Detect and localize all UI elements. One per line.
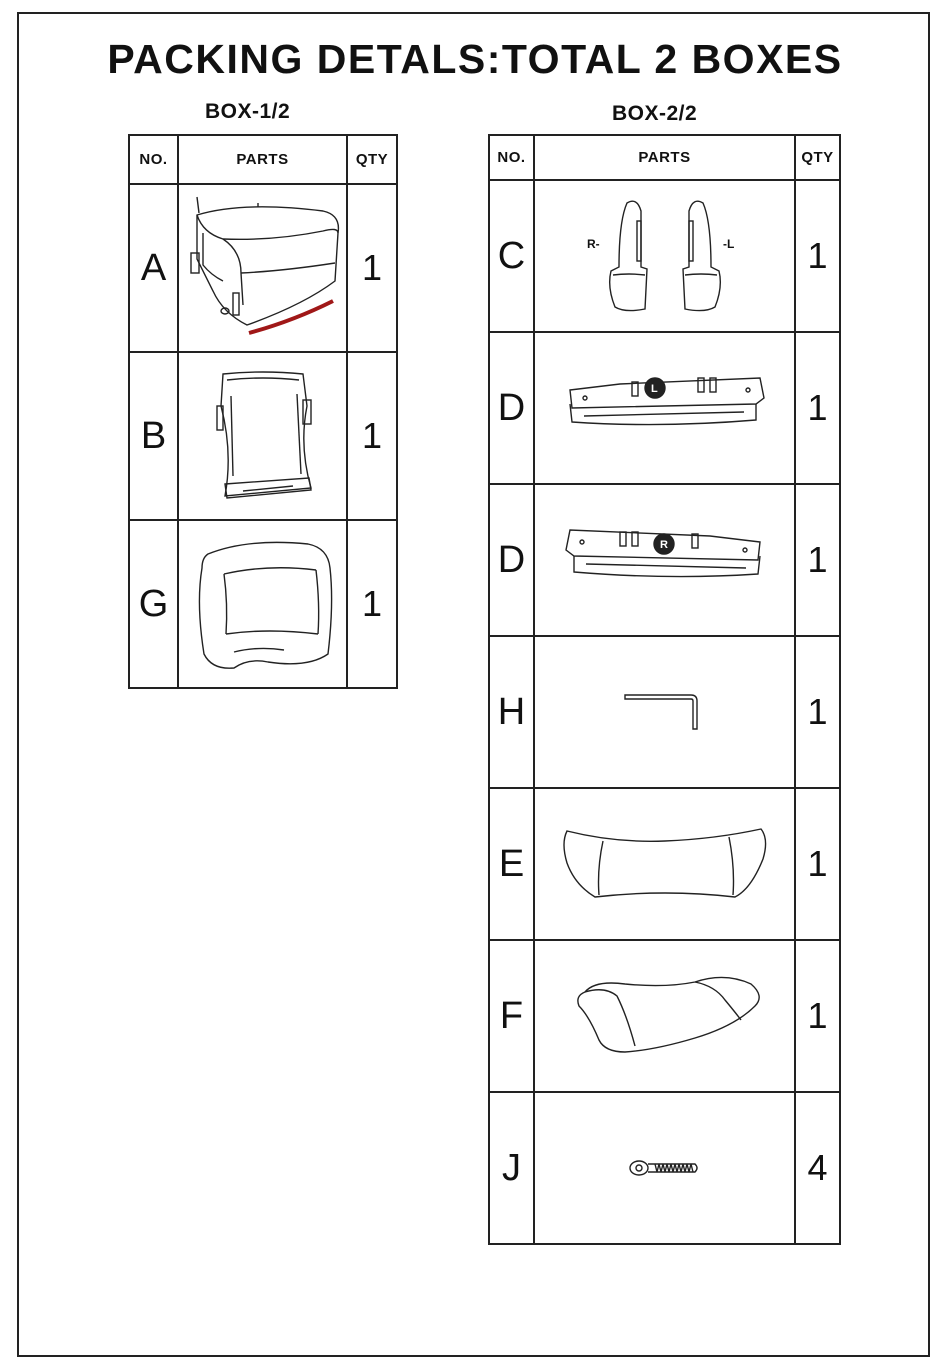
- box-1-table: [128, 134, 398, 689]
- part-no: D: [489, 332, 534, 484]
- right-side-tag: R-: [586, 237, 600, 251]
- part-qty: 1: [795, 180, 840, 332]
- table-header-row: [129, 135, 397, 184]
- header-qty: QTY: [795, 135, 840, 180]
- table-row: [129, 352, 397, 520]
- part-image-cell: [534, 636, 795, 788]
- table-row: [489, 332, 840, 484]
- table-row: [129, 520, 397, 688]
- table-row: [129, 184, 397, 352]
- head-pillow-icon: [555, 819, 775, 909]
- part-no: H: [489, 636, 534, 788]
- part-no: E: [489, 788, 534, 940]
- table-row: [489, 788, 840, 940]
- part-qty: 4: [795, 1092, 840, 1244]
- seat-base-icon: [183, 193, 343, 343]
- part-no: D: [489, 484, 534, 636]
- armrest-right-icon: [560, 520, 770, 600]
- header-no: NO.: [129, 135, 178, 184]
- part-image-cell: [534, 940, 795, 1092]
- right-marker-tag: R: [659, 539, 668, 551]
- part-image-cell: [534, 332, 795, 484]
- side-panels-icon: [585, 191, 745, 321]
- part-no: G: [129, 520, 178, 688]
- header-parts: PARTS: [178, 135, 347, 184]
- box-2-table: [488, 134, 841, 1245]
- table-header-row: [489, 135, 840, 180]
- bolt-icon: [625, 1153, 705, 1183]
- part-qty: 1: [347, 352, 397, 520]
- page-title: PACKING DETALS:TOTAL 2 BOXES: [107, 36, 843, 82]
- table-row: [489, 636, 840, 788]
- box-1-label: BOX-1/2: [205, 100, 291, 123]
- armrest-left-icon: [560, 368, 770, 448]
- part-qty: 1: [795, 940, 840, 1092]
- part-no: B: [129, 352, 178, 520]
- part-image-cell: [534, 484, 795, 636]
- part-qty: 1: [795, 332, 840, 484]
- table-row: [489, 940, 840, 1092]
- part-image-cell: [534, 1092, 795, 1244]
- part-qty: 1: [347, 184, 397, 352]
- table-row: [489, 484, 840, 636]
- header-qty: QTY: [347, 135, 397, 184]
- part-no: J: [489, 1092, 534, 1244]
- part-qty: 1: [795, 636, 840, 788]
- part-qty: 1: [795, 484, 840, 636]
- part-image-cell: [534, 180, 795, 332]
- table-row: [489, 180, 840, 332]
- part-image-cell: [178, 184, 347, 352]
- part-image-cell: [178, 520, 347, 688]
- part-no: C: [489, 180, 534, 332]
- part-qty: 1: [347, 520, 397, 688]
- part-no: F: [489, 940, 534, 1092]
- part-image-cell: [178, 352, 347, 520]
- back-cushion-icon: [188, 534, 338, 674]
- part-image-cell: [534, 788, 795, 940]
- part-no: A: [129, 184, 178, 352]
- left-marker-tag: L: [650, 383, 658, 395]
- part-qty: 1: [795, 788, 840, 940]
- table-row: [489, 1092, 840, 1244]
- backrest-frame-icon: [203, 366, 323, 506]
- header-parts: PARTS: [534, 135, 795, 180]
- header-no: NO.: [489, 135, 534, 180]
- allen-key-icon: [615, 687, 715, 737]
- seat-cushion-icon: [565, 966, 765, 1066]
- left-side-tag: -L: [722, 237, 734, 251]
- box-2-label: BOX-2/2: [612, 102, 698, 125]
